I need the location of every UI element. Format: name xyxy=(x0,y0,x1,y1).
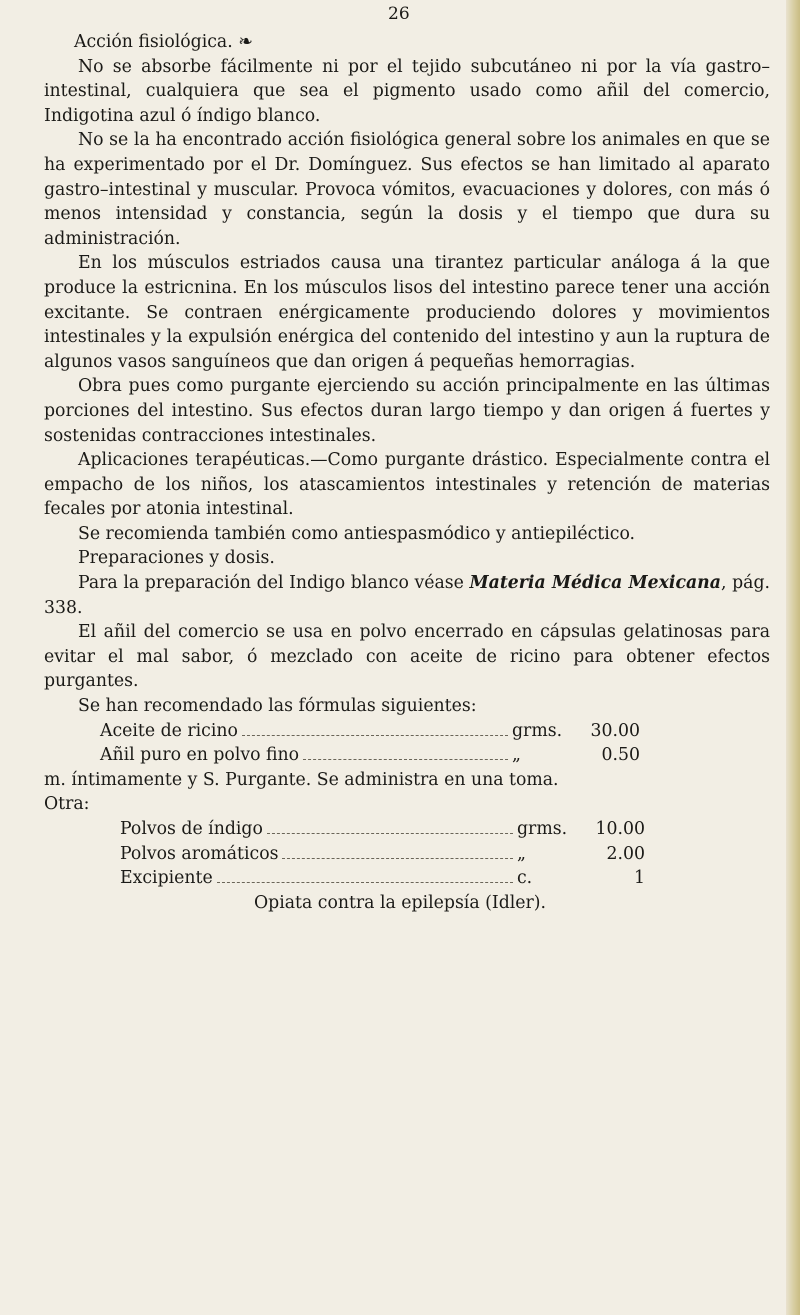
reference-page: , pág. 338. xyxy=(44,573,770,618)
leader-dots xyxy=(282,858,513,859)
leader-dots xyxy=(303,759,508,760)
ingredient-quantity: 0.50 xyxy=(601,745,640,766)
ingredient-quantity: 2.00 xyxy=(606,843,645,864)
ingredient-quantity: 30.00 xyxy=(590,720,640,741)
ingredient-name: Excipiente xyxy=(120,868,213,889)
page-edge xyxy=(786,0,800,1315)
paragraph: Se recomienda también como antiespasmódico y antiepiléctico. xyxy=(78,523,636,544)
recipe-instruction: m. íntimamente y S. Purgante. Se administra en una toma. xyxy=(44,769,559,790)
reference-text: Para la preparación del Indigo blanco véase xyxy=(78,573,470,594)
paragraph: En los músculos estriados causa una tirantez particular análoga á la que produce la estricnina. En los músculos lisos del intestino parece tener una acción excitante. Se contraen enérgicamente produciendo dolores y movimientos intestinales y la expulsión enérgica del contenido del intestino y aun la ruptura de algunos vasos sanguíneos que dan origen á pequeñas hemorragias. xyxy=(44,253,770,372)
ingredient-name: Polvos aromáticos xyxy=(120,843,279,864)
ingredient-quantity: 10.00 xyxy=(595,819,645,839)
ingredient-unit: c. xyxy=(517,868,533,889)
section-heading: Acción fisiológica. ❧ xyxy=(74,32,253,52)
otra-label: Otra: xyxy=(44,794,90,815)
page-number: 26 xyxy=(388,4,410,24)
page-body xyxy=(44,30,770,915)
paragraph: No se la ha encontrado acción fisiológica general sobre los animales en que se ha experimentado por el Dr. Domínguez. Sus efectos se han limitado al aparato gastro–intestinal y muscular. Provoca vómitos, evacuaciones y dolores, con más ó menos intensidad y constancia, según la dosis y el tiempo que dura su administración. xyxy=(44,130,770,249)
formulas-intro: Se han recomendado las fórmulas siguientes: xyxy=(78,696,477,717)
paragraph: Preparaciones y dosis. xyxy=(78,548,275,569)
recipe-caption: Opiata contra la epilepsía (Idler). xyxy=(253,892,547,913)
recipe-row xyxy=(100,743,640,768)
ingredient-unit: „ xyxy=(517,843,526,864)
paragraph: El añil del comercio se usa en polvo encerrado en cápsulas gelatinosas para evitar el mal sabor, ó mezclado con aceite de ricino para obtener efectos purgantes. xyxy=(44,622,770,692)
ingredient-unit: grms. xyxy=(512,720,563,741)
leader-dots xyxy=(267,833,513,834)
paragraph: Aplicaciones terapéuticas.—Como purgante drástico. Especialmente contra el empacho de los niños, los atascamientos intestinales y retención de materias fecales por atonia intestinal. xyxy=(44,450,770,520)
ingredient-unit: „ xyxy=(512,745,521,766)
ingredient-name: Polvos de índigo xyxy=(120,819,263,839)
recipe-2 xyxy=(120,817,645,915)
recipe-row xyxy=(120,866,645,891)
recipe-row xyxy=(100,719,640,744)
ingredient-quantity: 1 xyxy=(634,868,645,889)
recipe-1 xyxy=(100,719,640,768)
reference-title: Materia Médica Mexicana xyxy=(469,573,721,594)
paragraph: Obra pues como purgante ejerciendo su acción principalmente en las últimas porciones del intestino. Sus efectos duran largo tiempo y dan origen á fuertes y sostenidas contracciones intestinales. xyxy=(44,376,770,446)
paragraph: No se absorbe fácilmente ni por el tejido subcutáneo ni por la vía gastro–intestinal, cualquiera que sea el pigmento usado como añil del comercio, Indigotina azul ó índigo blanco. xyxy=(44,56,770,126)
ingredient-name: Aceite de ricino xyxy=(100,720,238,741)
ingredient-name: Añil puro en polvo fino xyxy=(100,745,300,766)
leader-dots xyxy=(242,735,508,736)
recipe-row xyxy=(120,817,645,842)
leader-dots xyxy=(217,882,513,883)
ingredient-unit: grms. xyxy=(517,819,568,839)
recipe-row xyxy=(120,842,645,867)
paragraph-reference xyxy=(44,571,770,620)
